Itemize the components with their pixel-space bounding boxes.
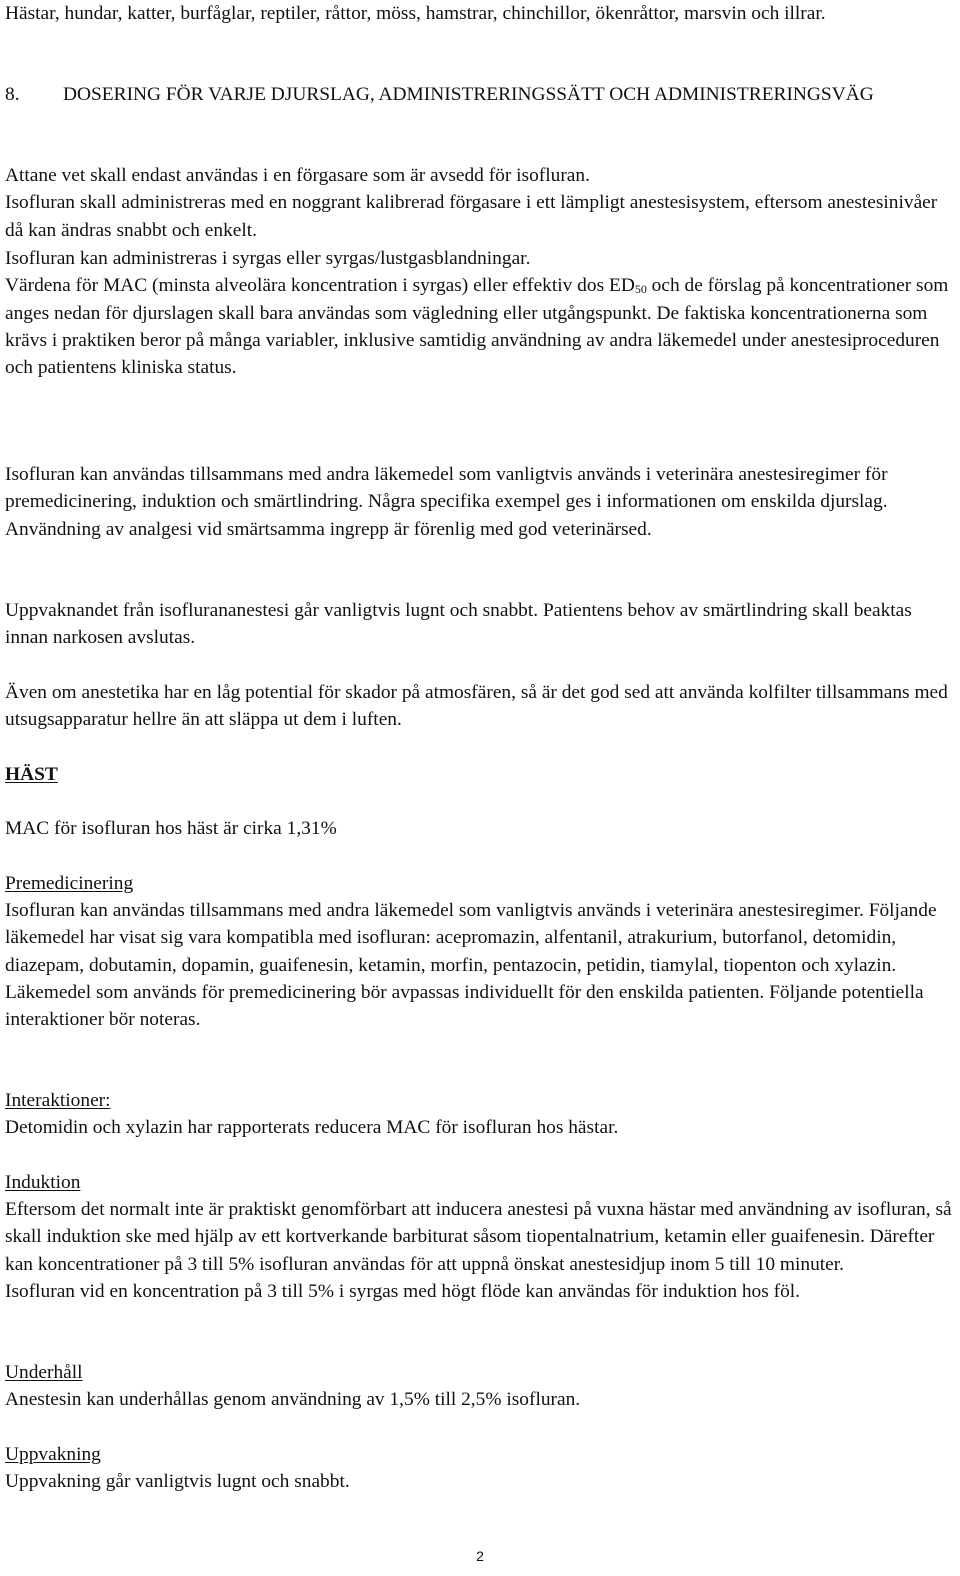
induction-heading: Induktion — [5, 1172, 81, 1193]
mac-text-end: och de förslag på koncentrationer som anges nedan för djurslagen skall bara användas som vägledning eller utgångspunkt. De faktiska koncentrationerna som krävs i praktiken beror på många variabler, inklusive samtidig användning av andra läkemedel under anestesiproceduren och patientens kliniska status. — [5, 275, 949, 379]
section-number: 8. — [5, 84, 20, 105]
interactions-heading: Interaktioner: — [5, 1090, 111, 1111]
section-8-heading — [5, 81, 952, 108]
species-paragraph: Hästar, hundar, katter, burfåglar, reptiler, råttor, möss, hamstrar, chinchillor, ökenråttor, marsvin och illrar. — [5, 3, 826, 24]
recovery-general-paragraph: Uppvaknandet från isoflurananestesi går vanligtvis lugnt och snabbt. Patientens behov av smärtlindring skall beaktas innan narkosen avslutas. — [5, 600, 912, 649]
horse-heading: HÄST — [5, 764, 58, 785]
combination-paragraph: Isofluran kan användas tillsammans med andra läkemedel som vanligtvis används i veterinära anestesiregimer för premedicinering, induktion och smärtlindring. Några specifika exempel ges i informationen om enskilda djurslag. Användning av analgesi vid smärtsamma ingrepp är förenlig med god veterinärsed. — [5, 464, 888, 540]
calibration-sentence: Isofluran skall administreras med en noggrant kalibrerad förgasare i ett lämpligt anestesisystem, eftersom anestesinivåer då kan ändras snabbt och enkelt. — [5, 192, 938, 241]
environment-paragraph: Även om anestetika har en låg potential för skador på atmosfären, så är det god sed att använda kolfilter tillsammans med utsugsapparatur hellre än att släppa ut dem i luften. — [5, 682, 948, 731]
mac-paragraph — [5, 245, 952, 381]
induction-text — [5, 1196, 952, 1305]
ed-subscript: 50 — [634, 282, 647, 297]
section-title: DOSERING FÖR VARJE DJURSLAG, ADMINISTRERINGSSÄTT OCH ADMINISTRERINGSVÄG — [63, 84, 874, 105]
interactions-text: Detomidin och xylazin har rapporterats reducera MAC för isofluran hos hästar. — [5, 1117, 619, 1138]
isoflurane-vaporizer-paragraph — [5, 162, 952, 244]
horse-mac-text: MAC för isofluran hos häst är cirka 1,31% — [5, 818, 337, 839]
page-number: 2 — [476, 1548, 484, 1564]
premedication-heading: Premedicinering — [5, 873, 134, 894]
maintenance-text: Anestesin kan underhållas genom användning av 1,5% till 2,5% isofluran. — [5, 1389, 581, 1410]
recovery-text: Uppvakning går vanligtvis lugnt och snabbt. — [5, 1471, 350, 1492]
recovery-heading: Uppvakning — [5, 1444, 101, 1465]
vaporizer-sentence: Attane vet skall endast användas i en förgasare som är avsedd för isofluran. — [5, 165, 590, 186]
induction-adult-text: Eftersom det normalt inte är praktiskt genomförbart att inducera anestesi på vuxna hästar med användning av isofluran, så skall induktion ske med hjälp av ett kortverkande barbiturat såsom tiopentalnatrium, ketamin eller guaifenesin. Därefter kan koncentrationer på 3 till 5% isofluran användas för att uppnå önskat anestesidjup inom 5 till 10 minuter. — [5, 1199, 952, 1275]
premedication-text: Isofluran kan användas tillsammans med andra läkemedel som vanligtvis används i veterinära anestesiregimer. Följande läkemedel har visat sig vara kompatibla med isofluran: acepromazin, alfentanil, atrakurium, butorfanol, detomidin, diazepam, dobutamin, dopamin, guaifenesin, ketamin, morfin, pentazocin, petidin, tiamylal, tiopenton och xylazin. Läkemedel som används för premedicinering bör avpassas individuellt för den enskilda patienten. Följande potentiella interaktioner bör noteras. — [5, 900, 937, 1031]
carrier-gas-sentence: Isofluran kan administreras i syrgas eller syrgas/lustgasblandningar. — [5, 248, 531, 269]
induction-foal-text: Isofluran vid en koncentration på 3 till 5% i syrgas med högt flöde kan användas för induktion hos föl. — [5, 1280, 801, 1302]
maintenance-heading: Underhåll — [5, 1362, 83, 1383]
mac-text-start: Värdena för MAC (minsta alveolära koncentration i syrgas) eller effektiv dos ED — [5, 275, 635, 297]
